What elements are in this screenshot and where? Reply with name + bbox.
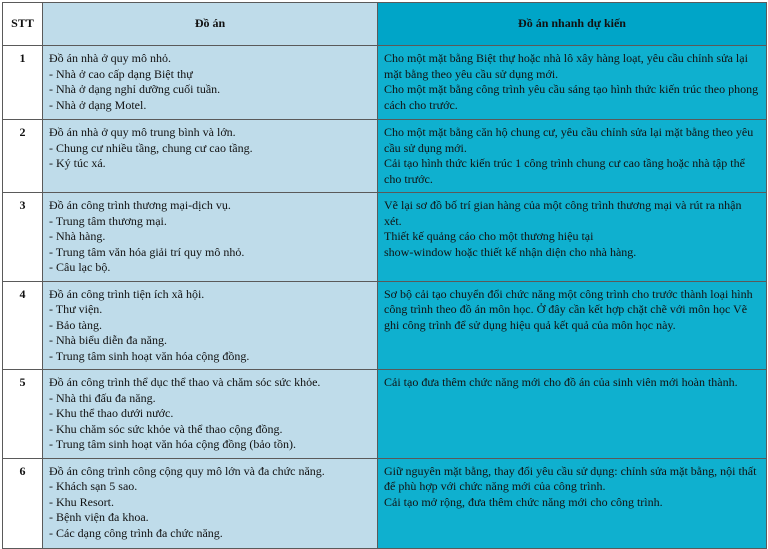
project-line: - Trung tâm văn hóa giải trí quy mô nhỏ. — [49, 244, 245, 259]
quick-project-cell — [378, 193, 767, 282]
row-number: 3 — [3, 193, 43, 282]
quick-project-text: Thiết kế quảng cáo cho một thương hiệu tại — [384, 229, 594, 243]
table-row — [3, 120, 767, 193]
project-line: - Ký túc xá. — [49, 156, 106, 170]
quick-project-cell — [378, 370, 767, 459]
project-line: - Khách sạn 5 sao. — [49, 479, 138, 493]
quick-project-cell — [378, 281, 767, 370]
row-number: 1 — [3, 46, 43, 120]
table-row — [3, 281, 767, 370]
project-line: - Khu chăm sóc sức khỏe và thể thao cộng đồng. — [49, 421, 283, 436]
quick-project-cell — [378, 458, 767, 548]
header-doan: Đồ án — [43, 3, 378, 46]
project-cell — [43, 370, 378, 459]
project-line: - Nhà ở cao cấp dạng Biệt thự — [49, 66, 193, 81]
table-row — [3, 370, 767, 459]
table-header-row — [3, 3, 767, 46]
quick-project-text: Cải tạo mở rộng, đưa thêm chức năng mới cho công trình. — [384, 494, 663, 509]
project-line: Đồ án nhà ở quy mô trung bình và lớn. — [49, 125, 236, 139]
project-cell — [43, 46, 378, 120]
quick-project-text: Cho một mặt bằng căn hộ chung cư, yêu cầu chỉnh sửa lại mặt bằng theo yêu cầu sử dụng mới. — [384, 125, 754, 155]
project-cell — [43, 458, 378, 548]
project-line: - Khu Resort. — [49, 494, 114, 509]
project-line: - Trung tâm sinh hoạt văn hóa cộng đồng. — [49, 348, 250, 363]
project-line: - Chung cư nhiều tầng, chung cư cao tầng. — [49, 140, 253, 155]
row-number: 6 — [3, 458, 43, 548]
project-line: Đồ án nhà ở quy mô nhỏ. — [49, 51, 171, 65]
quick-project-text: show-window hoặc thiết kế nhận diện cho nhà hàng. — [384, 244, 637, 259]
project-line: - Khu thể thao dưới nước. — [49, 406, 174, 420]
project-line: - Câu lạc bộ. — [49, 260, 111, 274]
header-stt: STT — [3, 3, 43, 46]
quick-project-text: Cho một mặt bằng công trình yêu cầu sáng tạo hình thức kiến trúc theo phong cách cho trước. — [384, 82, 759, 112]
quick-project-text: Cải tạo đưa thêm chức năng mới cho đồ án của sinh viên mới hoàn thành. — [384, 375, 738, 389]
project-line: - Trung tâm thương mại. — [49, 213, 167, 228]
quick-project-text: Giữ nguyên mặt bằng, thay đổi yêu cầu sử dụng: chỉnh sửa mặt bằng, nội thất để phù hợp với chức năng mới của công trình. — [384, 463, 757, 493]
project-line: - Nhà ở dạng Motel. — [49, 97, 147, 112]
header-nhanh: Đồ án nhanh dự kiến — [378, 3, 767, 46]
project-line: - Nhà thi đấu đa năng. — [49, 390, 156, 405]
table-row — [3, 46, 767, 120]
project-line: - Nhà ở dạng nghỉ dưỡng cuối tuần. — [49, 82, 221, 96]
project-line: Đồ án công trình thương mại-dịch vụ. — [49, 198, 231, 212]
quick-project-text: Vẽ lại sơ đồ bố trí gian hàng của một công trình thương mại và rút ra nhận xét. — [384, 198, 742, 228]
project-line: Đồ án công trình tiện ích xã hội. — [49, 286, 205, 301]
project-cell — [43, 193, 378, 282]
project-line: Đồ án công trình công cộng quy mô lớn và đa chức năng. — [49, 463, 325, 478]
project-line: Đồ án công trình thể dục thể thao và chăm sóc sức khỏe. — [49, 375, 321, 389]
table-row — [3, 458, 767, 548]
project-cell — [43, 281, 378, 370]
quick-project-text: Cải tạo hình thức kiến trúc 1 công trình chung cư cao tầng hoặc nhà tập thể cho trước. — [384, 156, 745, 186]
project-line: - Bảo tàng. — [49, 317, 102, 332]
row-number: 5 — [3, 370, 43, 459]
curriculum-table — [2, 2, 767, 549]
table-row — [3, 193, 767, 282]
project-line: - Thư viện. — [49, 302, 103, 316]
project-line: - Nhà biểu diễn đa năng. — [49, 333, 167, 347]
row-number: 4 — [3, 281, 43, 370]
quick-project-cell — [378, 120, 767, 193]
row-number: 2 — [3, 120, 43, 193]
quick-project-text: Cho một mặt bằng Biệt thự hoặc nhà lô xây hàng loạt, yêu cầu chỉnh sửa lại mặt bằng theo yêu cầu sử dụng mới. — [384, 51, 748, 81]
quick-project-cell — [378, 46, 767, 120]
project-line: - Nhà hàng. — [49, 229, 106, 243]
project-line: - Các dạng công trình đa chức năng. — [49, 525, 223, 540]
project-line: - Bệnh viện đa khoa. — [49, 510, 149, 524]
project-cell — [43, 120, 378, 193]
quick-project-text: Sơ bộ cải tạo chuyển đổi chức năng một công trình cho trước thành loại hình công trình theo đồ án môn học. Ở đây cần kết hợp chặt chẽ với môn học Vẽ ghi công trình để sử dụng hiệu quả kết quả của môn học này. — [384, 286, 753, 332]
project-line: - Trung tâm sinh hoạt văn hóa cộng đồng (bảo tồn). — [49, 437, 296, 451]
